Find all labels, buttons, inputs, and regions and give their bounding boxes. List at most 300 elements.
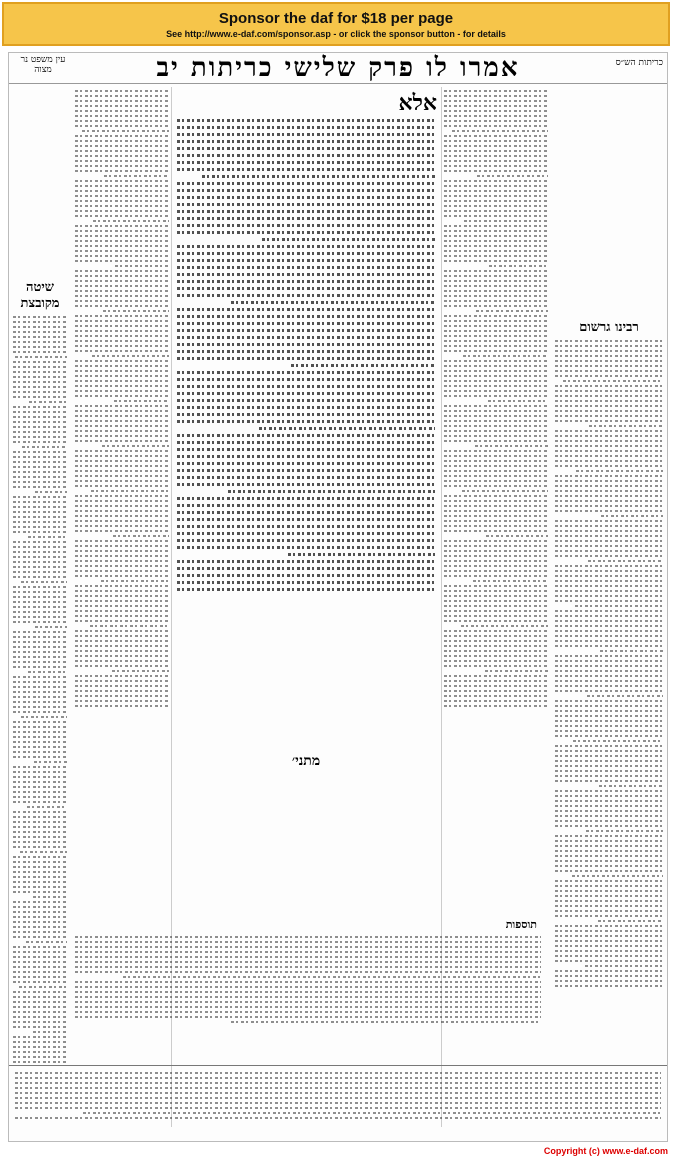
text-line [555, 780, 663, 782]
text-line [444, 285, 548, 287]
text-line [91, 490, 169, 492]
text-line [13, 711, 67, 713]
text-line [555, 640, 663, 642]
text-line [555, 365, 663, 367]
text-line [444, 570, 548, 572]
text-line [13, 551, 67, 553]
text-line [177, 266, 435, 269]
text-line [15, 1087, 661, 1089]
text-line [444, 485, 548, 487]
text-line [75, 1001, 541, 1003]
text-line [75, 255, 169, 257]
text-line [444, 610, 548, 612]
text-line [555, 945, 663, 947]
text-line [13, 971, 67, 973]
text-line [75, 305, 169, 307]
text-line [488, 400, 548, 402]
text-line [13, 811, 67, 813]
text-line [444, 375, 548, 377]
text-line [75, 685, 169, 687]
text-line [75, 160, 169, 162]
text-line [555, 420, 663, 422]
text-line [177, 539, 435, 542]
text-line [555, 700, 663, 702]
text-line [461, 625, 548, 627]
text-line [444, 605, 548, 607]
text-line [13, 341, 67, 343]
text-line [75, 650, 169, 652]
text-line [75, 660, 169, 662]
text-line [13, 926, 67, 928]
text-line [13, 731, 67, 733]
text-line [13, 881, 67, 883]
text-line [75, 946, 541, 948]
text-line [555, 485, 663, 487]
text-line [75, 380, 169, 382]
text-line [555, 510, 663, 512]
text-line [177, 203, 435, 206]
text-line [75, 655, 169, 657]
text-line [444, 235, 548, 237]
text-line [75, 205, 169, 207]
text-line [13, 931, 67, 933]
text-line [13, 976, 67, 978]
text-line [13, 361, 67, 363]
text-line [177, 336, 435, 339]
text-line [177, 434, 435, 437]
text-line [75, 335, 169, 337]
text-line [13, 371, 67, 373]
text-line [444, 685, 548, 687]
text-line [75, 410, 169, 412]
text-line [555, 690, 663, 692]
text-line [75, 555, 169, 557]
text-line [555, 620, 663, 622]
text-line [15, 1092, 661, 1094]
text-line [444, 245, 548, 247]
text-line [177, 448, 435, 451]
text-line [75, 425, 169, 427]
text-line [13, 631, 67, 633]
text-line [485, 670, 548, 672]
text-line [75, 245, 169, 247]
text-line [177, 385, 435, 388]
text-line [555, 455, 663, 457]
text-line [13, 466, 67, 468]
text-line [555, 680, 663, 682]
text-line [555, 475, 663, 477]
text-line [13, 561, 67, 563]
sponsor-title[interactable]: Sponsor the daf for $18 per page [218, 10, 454, 27]
text-line [33, 1031, 67, 1033]
text-line [21, 581, 67, 583]
text-line [177, 525, 435, 528]
text-line [555, 855, 663, 857]
text-line [13, 531, 67, 533]
text-line [444, 520, 548, 522]
text-line [444, 365, 548, 367]
sponsor-banner[interactable] [2, 2, 670, 46]
text-line [444, 110, 548, 112]
text-line [75, 250, 169, 252]
text-line [75, 200, 169, 202]
text-line [35, 626, 67, 628]
text-line [555, 985, 663, 987]
text-line [75, 140, 169, 142]
gemara-start-word: אלא [398, 90, 437, 116]
text-line [177, 161, 435, 164]
text-line [463, 355, 548, 357]
text-line [555, 600, 663, 602]
text-line [555, 715, 663, 717]
text-line [555, 625, 663, 627]
text-line [13, 736, 67, 738]
text-line [444, 390, 548, 392]
text-line [555, 495, 663, 497]
text-line [13, 456, 67, 458]
text-line [231, 301, 435, 304]
text-line [555, 925, 663, 927]
text-line [555, 810, 663, 812]
text-line [75, 570, 169, 572]
text-line [13, 521, 67, 523]
text-line [555, 820, 663, 822]
sponsor-subtitle[interactable]: See http://www.e-daf.com/sponsor.asp - or click the sponsor button - for details [166, 29, 506, 39]
text-line [576, 470, 663, 472]
text-line [75, 225, 169, 227]
bottom-commentary [73, 913, 543, 1063]
text-line [75, 275, 169, 277]
text-line [75, 966, 541, 968]
text-line [13, 961, 67, 963]
text-line [555, 755, 663, 757]
text-line [13, 1011, 67, 1013]
text-line [13, 821, 67, 823]
text-line [75, 971, 541, 973]
text-line [177, 504, 435, 507]
text-line [33, 896, 67, 898]
text-line [444, 500, 548, 502]
text-line [75, 495, 169, 497]
text-line [75, 585, 169, 587]
text-line [75, 690, 169, 692]
text-line [444, 335, 548, 337]
text-line [75, 405, 169, 407]
text-line [75, 545, 169, 547]
text-line [444, 465, 548, 467]
text-line [13, 1061, 67, 1063]
text-line [177, 588, 435, 591]
text-line [115, 265, 169, 267]
text-line [75, 610, 169, 612]
text-line [444, 300, 548, 302]
text-line [444, 550, 548, 552]
text-line [555, 565, 663, 567]
text-line [555, 570, 663, 572]
text-line [555, 430, 663, 432]
text-line [555, 375, 663, 377]
text-line [177, 119, 435, 122]
text-line [75, 525, 169, 527]
text-line [177, 280, 435, 283]
text-line [555, 580, 663, 582]
text-line [75, 215, 169, 217]
text-line [177, 189, 435, 192]
text-line [555, 360, 663, 362]
text-line [444, 470, 548, 472]
text-line [555, 655, 663, 657]
text-line [444, 105, 548, 107]
text-line [444, 115, 548, 117]
text-line [75, 530, 169, 532]
text-line [177, 343, 435, 346]
text-line [13, 861, 67, 863]
text-line [444, 590, 548, 592]
text-line [444, 345, 548, 347]
text-line [555, 790, 663, 792]
text-line [555, 825, 663, 827]
text-line [555, 935, 663, 937]
text-line [13, 836, 67, 838]
text-line [444, 370, 548, 372]
text-line [75, 520, 169, 522]
text-line [572, 875, 663, 877]
text-line [13, 966, 67, 968]
text-line [75, 435, 169, 437]
text-line [555, 670, 663, 672]
text-line [75, 961, 541, 963]
text-line [13, 511, 67, 513]
text-line [93, 220, 169, 222]
text-line [555, 535, 663, 537]
text-line [444, 225, 548, 227]
page-footer [0, 1144, 676, 1160]
text-line [555, 880, 663, 882]
text-line [177, 581, 435, 584]
text-line [555, 540, 663, 542]
text-line [13, 846, 67, 848]
text-line [13, 856, 67, 858]
text-line [555, 340, 663, 342]
text-line [177, 140, 435, 143]
text-line [75, 480, 169, 482]
text-line [75, 510, 169, 512]
text-line [444, 450, 548, 452]
text-line [75, 680, 169, 682]
text-line [75, 635, 169, 637]
text-line [13, 1051, 67, 1053]
text-line [13, 541, 67, 543]
text-line [555, 675, 663, 677]
text-line [555, 885, 663, 887]
text-line [444, 180, 548, 182]
text-line [75, 595, 169, 597]
text-line [444, 260, 548, 262]
text-line [75, 185, 169, 187]
text-line [563, 380, 663, 382]
text-line [444, 635, 548, 637]
text-line [444, 650, 548, 652]
text-line [555, 385, 663, 387]
text-line [177, 476, 435, 479]
text-line [555, 865, 663, 867]
text-line [177, 126, 435, 129]
text-line [75, 986, 541, 988]
text-line [13, 1021, 67, 1023]
text-line [444, 410, 548, 412]
text-line [555, 955, 663, 957]
text-line [26, 941, 67, 943]
text-line [555, 545, 663, 547]
text-line [444, 460, 548, 462]
text-line [177, 497, 435, 500]
text-line [75, 1006, 541, 1008]
text-line [444, 170, 548, 172]
text-line [75, 500, 169, 502]
text-line [75, 120, 169, 122]
text-line [555, 930, 663, 932]
text-line [444, 645, 548, 647]
text-line [444, 275, 548, 277]
text-line [75, 135, 169, 137]
rabbeinu-gershom-title: רבינו גרשום [579, 320, 639, 335]
text-line [13, 801, 67, 803]
text-line [259, 427, 435, 430]
text-line [444, 640, 548, 642]
text-line [75, 665, 169, 667]
text-line [555, 530, 663, 532]
text-line [444, 125, 548, 127]
text-line [13, 636, 67, 638]
text-line [15, 1107, 661, 1109]
text-line [444, 90, 548, 92]
text-line [177, 483, 435, 486]
text-line [13, 316, 67, 318]
text-line [75, 470, 169, 472]
text-line [13, 921, 67, 923]
text-line [555, 970, 663, 972]
text-line [13, 596, 67, 598]
text-line [75, 230, 169, 232]
text-line [555, 550, 663, 552]
text-line [452, 130, 548, 132]
text-line [13, 721, 67, 723]
text-line [555, 355, 663, 357]
text-line [555, 770, 663, 772]
text-line [444, 600, 548, 602]
text-line [83, 1112, 662, 1114]
text-line [20, 851, 67, 853]
text-line [444, 620, 548, 622]
text-line [13, 771, 67, 773]
text-line [444, 585, 548, 587]
text-line [555, 635, 663, 637]
text-line [13, 1036, 67, 1038]
text-line [555, 710, 663, 712]
text-line [262, 238, 435, 241]
text-line [13, 1056, 67, 1058]
text-line [28, 671, 67, 673]
text-line [444, 135, 548, 137]
text-line [444, 280, 548, 282]
mishnah-label: מתני׳ [291, 753, 321, 769]
text-line [177, 147, 435, 150]
text-line [555, 520, 663, 522]
text-line [177, 462, 435, 465]
text-line [555, 480, 663, 482]
margin-column [11, 87, 69, 1127]
text-line [75, 285, 169, 287]
text-line [15, 1077, 661, 1079]
text-line [177, 308, 435, 311]
text-line [13, 701, 67, 703]
text-line [15, 1072, 661, 1074]
text-line [177, 231, 435, 234]
text-line [13, 441, 67, 443]
text-line [75, 295, 169, 297]
text-line [177, 546, 435, 549]
text-line [555, 595, 663, 597]
text-line [75, 455, 169, 457]
text-line [555, 440, 663, 442]
text-line [13, 866, 67, 868]
text-line [75, 615, 169, 617]
text-line [75, 325, 169, 327]
text-line [555, 775, 663, 777]
text-line [13, 321, 67, 323]
text-line [13, 376, 67, 378]
text-line [13, 606, 67, 608]
text-line [444, 120, 548, 122]
text-line [177, 455, 435, 458]
text-line [75, 440, 169, 442]
text-line [555, 460, 663, 462]
text-line [75, 485, 169, 487]
text-line [101, 580, 169, 582]
text-line [75, 675, 169, 677]
text-line [13, 686, 67, 688]
text-line [599, 785, 663, 787]
text-line [13, 886, 67, 888]
text-line [444, 330, 548, 332]
text-line [75, 1011, 541, 1013]
text-line [444, 430, 548, 432]
text-line [444, 505, 548, 507]
text-line [444, 455, 548, 457]
text-line [587, 695, 663, 697]
text-line [555, 915, 663, 917]
text-line [177, 273, 435, 276]
text-line [75, 420, 169, 422]
copyright-link[interactable]: Copyright (c) www.e-daf.com [543, 1146, 668, 1156]
text-line [444, 415, 548, 417]
text-line [555, 720, 663, 722]
text-line [555, 860, 663, 862]
text-line [15, 1117, 661, 1119]
text-line [444, 150, 548, 152]
text-line [555, 940, 663, 942]
text-line [13, 646, 67, 648]
text-line [102, 445, 169, 447]
text-line [288, 553, 435, 556]
text-line [75, 170, 169, 172]
text-line [13, 791, 67, 793]
text-line [75, 600, 169, 602]
text-line [13, 901, 67, 903]
text-line [555, 525, 663, 527]
text-line [555, 835, 663, 837]
text-line [13, 911, 67, 913]
